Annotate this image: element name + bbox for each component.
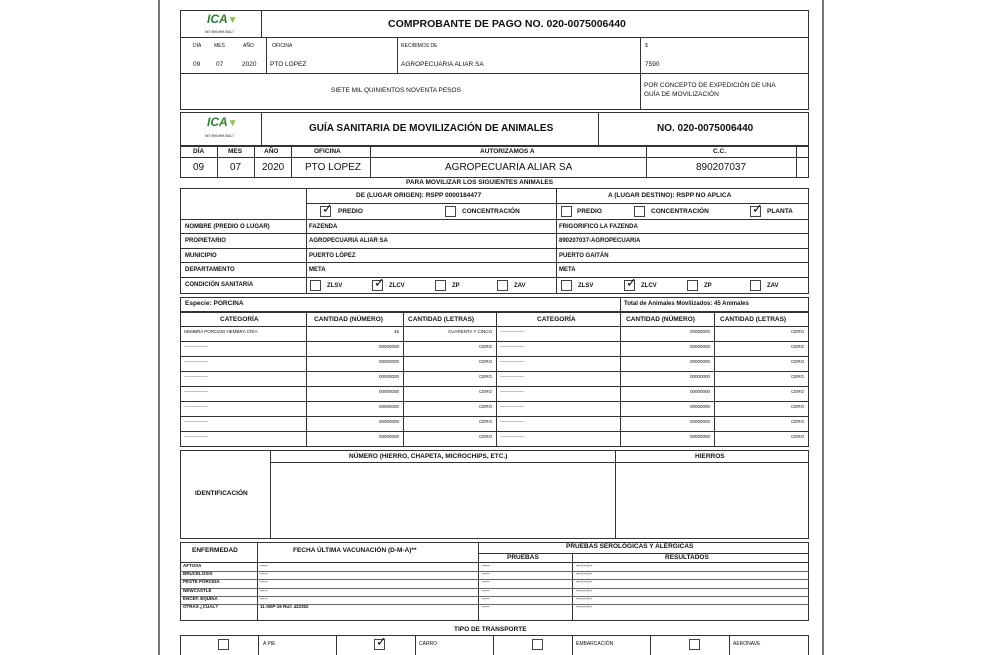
- animal-quantity-letters: CERO: [478, 434, 492, 439]
- animal-quantity-letters: CERO: [478, 389, 492, 394]
- dia-label: DÍA: [193, 43, 202, 49]
- pruebas-subheader: PRUEBAS: [507, 554, 539, 561]
- origin-nombre: FAZENDA: [309, 224, 338, 230]
- animal-quantity-number: 00000000: [378, 359, 399, 364]
- serology-test: -----: [482, 587, 490, 593]
- origin-municipio: PUERTO LÓPEZ: [309, 253, 356, 259]
- animal-quantity-letters: CERO: [478, 359, 492, 364]
- receipt-recibimos: AGROPECUARIA ALIAR SA: [401, 61, 484, 68]
- receipt-amount: 7590: [645, 61, 660, 68]
- receipt-dia: 09: [193, 61, 201, 68]
- guide-oficina: PTO LOPEZ: [305, 162, 361, 173]
- animal-quantity-letters-2: CERO: [790, 344, 804, 349]
- transport-a-pie-checkbox[interactable]: [218, 639, 229, 650]
- serology-result: ---:---:---: [576, 587, 593, 593]
- disease-name: ENCEF. EQUINA: [183, 595, 218, 601]
- row-label-municipio: MUNICIPIO: [185, 253, 217, 259]
- animal-quantity-letters-2: CERO: [790, 404, 804, 409]
- animal-category: ----------------: [184, 389, 208, 394]
- guide-dia-label: DÍA: [193, 148, 205, 155]
- animal-category: ----------------: [184, 374, 208, 379]
- animal-quantity-number-2: 00000000: [689, 404, 710, 409]
- animal-quantity-number-2: 00000000: [689, 389, 710, 394]
- animal-quantity-letters-2: CERO: [790, 329, 804, 334]
- dest-zav-label: ZAV: [767, 283, 779, 289]
- dest-departamento: META: [559, 267, 576, 273]
- oficina-label: OFICINA: [272, 43, 293, 49]
- transport-aeronave-label: AERONAVE: [733, 641, 761, 647]
- guide-mes-label: MES: [228, 148, 243, 155]
- concepto-line-1: POR CONCEPTO DE EXPEDICIÓN DE UNA: [644, 82, 776, 89]
- animal-category: ----------------: [184, 359, 208, 364]
- animal-quantity-number: 00000000: [378, 419, 399, 424]
- animal-category-2: ----------------: [500, 344, 524, 349]
- transport-embarcacion-checkbox[interactable]: [532, 639, 543, 650]
- guide-ano-label: AÑO: [264, 148, 279, 155]
- col-cantidad-letras: CANTIDAD (LETRAS): [408, 316, 475, 323]
- origin-predio-label: PREDIO: [338, 208, 363, 215]
- transport-embarcacion-label: EMBARCACIÓN: [576, 641, 614, 647]
- condition-label: CONDICIÓN SANITARIA: [185, 282, 254, 288]
- animal-quantity-letters-2: CERO: [790, 419, 804, 424]
- animal-quantity-letters-2: CERO: [790, 434, 804, 439]
- nit-text: NIT 899.999.063-7: [205, 30, 235, 34]
- numero-header: NÚMERO (HIERRO, CHAPETA, MICROCHIPS, ETC.): [349, 453, 508, 460]
- ano-label: AÑO: [243, 43, 254, 49]
- vaccination-date: -----: [260, 571, 268, 577]
- guide-cc-label: C.C.: [713, 148, 726, 155]
- origin-zp-checkbox[interactable]: [435, 280, 446, 291]
- col-categoria: CATEGORÍA: [220, 316, 259, 323]
- disease-name: PESTE PORCINA: [183, 579, 220, 585]
- dest-predio-checkbox[interactable]: [561, 206, 572, 217]
- receipt-mes: 07: [216, 61, 224, 68]
- vaccination-date: -----: [260, 595, 268, 601]
- dest-zp-checkbox[interactable]: [687, 280, 698, 291]
- dest-zp-label: ZP: [704, 283, 712, 289]
- animal-category: ----------------: [184, 419, 208, 424]
- animal-quantity-letters-2: CERO: [790, 374, 804, 379]
- origin-zav-checkbox[interactable]: [497, 280, 508, 291]
- origin-zp-label: ZP: [452, 283, 460, 289]
- animal-category-2: ----------------: [500, 419, 524, 424]
- col-cantidad-numero: CANTIDAD (NÚMERO): [314, 316, 383, 323]
- vaccination-date: 11-SEP-19 RUI: 422352: [260, 604, 309, 609]
- animal-quantity-number-2: 00000000: [689, 434, 710, 439]
- receipt-title: COMPROBANTE DE PAGO NO. 020-0075006440: [388, 18, 626, 30]
- health-row-divider: [180, 596, 809, 597]
- guide-title: GUÍA SANITARIA DE MOVILIZACIÓN DE ANIMALES: [309, 123, 554, 134]
- dollar-label: $: [645, 43, 648, 49]
- document-page: [158, 0, 824, 655]
- origin-zlsv-checkbox[interactable]: [310, 280, 321, 291]
- disease-name: NEWCASTLE: [183, 587, 212, 593]
- animal-category-2: ----------------: [500, 329, 524, 334]
- animal-category: ----------------: [184, 344, 208, 349]
- animal-quantity-number-2: 00000000: [689, 419, 710, 424]
- total-animals: Total de Animales Movilizados: 45 Animales: [624, 301, 749, 307]
- disease-name: AFTOSA: [183, 563, 202, 568]
- dest-concentracion-checkbox[interactable]: [634, 206, 645, 217]
- fecha-header: FECHA ÚLTIMA VACUNACIÓN (D-M-A)**: [293, 547, 417, 554]
- animal-quantity-letters-2: CERO: [790, 389, 804, 394]
- animal-category: ----------------: [184, 434, 208, 439]
- transport-carro-label: CARRO: [419, 641, 438, 647]
- species: Especie: PORCINA: [185, 300, 244, 307]
- disease-name: OTRAS ¿CUAL?: [183, 604, 218, 609]
- animal-quantity-letters-2: CERO: [790, 359, 804, 364]
- recibimos-label: RECIBIMOS DE: [401, 43, 438, 49]
- transport-a-pie-label: A PIE: [263, 641, 276, 647]
- serology-result: ---:---:---: [576, 604, 593, 609]
- animal-category: ----------------: [184, 404, 208, 409]
- vaccination-date: -----: [260, 579, 268, 585]
- serology-test: -----: [482, 579, 490, 585]
- animal-quantity-letters: CERO: [478, 419, 492, 424]
- guide-cc: 890207037: [696, 162, 747, 173]
- animal-quantity-number-2: 00000000: [689, 374, 710, 379]
- dest-municipio: PUERTO GAITÁN: [559, 253, 609, 259]
- col-cantidad-letras-2: CANTIDAD (LETRAS): [720, 316, 787, 323]
- origin-zlcv-checkbox[interactable]: [372, 280, 383, 291]
- serology-test: -----: [482, 595, 490, 601]
- vaccination-date: -----: [260, 563, 268, 568]
- receipt-ano: 2020: [242, 61, 257, 68]
- guide-number: NO. 020-0075006440: [657, 123, 754, 134]
- identification-label: IDENTIFICACIÓN: [195, 490, 248, 497]
- origin-zlsv-label: ZLSV: [327, 283, 343, 289]
- origin-concentracion-checkbox[interactable]: [445, 206, 456, 217]
- guide-mes: 07: [230, 162, 242, 173]
- origin-predio-checkbox[interactable]: [320, 206, 331, 217]
- animal-category-2: ----------------: [500, 374, 524, 379]
- row-label-departamento: DEPARTAMENTO: [185, 267, 235, 273]
- dest-concentracion-label: CONCENTRACIÓN: [651, 208, 709, 215]
- animal-quantity-number: 00000000: [378, 434, 399, 439]
- animal-category: HEMBRA PORCINO HEMBRA CRIA: [184, 329, 258, 334]
- dest-zlsv-checkbox[interactable]: [561, 280, 572, 291]
- animal-quantity-number-2: 00000000: [689, 359, 710, 364]
- animal-quantity-number: 00000000: [378, 404, 399, 409]
- hierros-header: HIERROS: [695, 453, 725, 460]
- guide-autorizamos-label: AUTORIZAMOS A: [480, 148, 535, 155]
- dest-zlsv-label: ZLSV: [578, 283, 594, 289]
- animal-quantity-letters: CUARENTA Y CINCO: [447, 329, 492, 334]
- dest-zlcv-label: ZLCV: [641, 283, 657, 289]
- dest-zlcv-checkbox[interactable]: [624, 280, 635, 291]
- row-label-propietario: PROPIETARIO: [185, 238, 226, 244]
- transport-aeronave-checkbox[interactable]: [689, 639, 700, 650]
- col-categoria-2: CATEGORÍA: [537, 316, 576, 323]
- origin-zlcv-label: ZLCV: [389, 283, 405, 289]
- pruebas-header: PRUEBAS SEROLÓGICAS Y ALÉRGICAS: [566, 543, 694, 550]
- animal-quantity-number: 45: [393, 329, 399, 334]
- ica-logo: ICA▼: [207, 115, 238, 129]
- concepto-line-2: GUÍA DE MOVILIZACIÓN: [644, 91, 719, 98]
- resultados-subheader: RESULTADOS: [665, 554, 709, 561]
- health-row-divider: [180, 588, 809, 589]
- serology-test: -----: [482, 604, 490, 609]
- dest-planta-label: PLANTA: [767, 208, 793, 215]
- receipt-oficina: PTO LOPEZ: [270, 61, 307, 68]
- animal-quantity-number-2: 00000000: [689, 329, 710, 334]
- disease-name: BRUCELOSIS: [183, 571, 213, 577]
- dest-planta-checkbox[interactable]: [750, 206, 761, 217]
- origin-concentracion-label: CONCENTRACIÓN: [462, 208, 520, 215]
- row-label-nombre: NOMBRE (PREDIO O LUGAR): [185, 224, 270, 230]
- animal-category-2: ----------------: [500, 434, 524, 439]
- animal-quantity-letters: CERO: [478, 404, 492, 409]
- mes-label: MES: [214, 43, 225, 49]
- guide-autorizamos: AGROPECUARIA ALIAR SA: [445, 162, 573, 173]
- amount-words: SIETE MIL QUINIENTOS NOVENTA PESOS: [331, 87, 461, 94]
- ica-logo: ICA▼: [207, 12, 238, 26]
- animal-category-2: ----------------: [500, 389, 524, 394]
- origin-header: DE (LUGAR ORIGEN): RSPP 0000184477: [356, 192, 482, 199]
- animal-quantity-letters: CERO: [478, 344, 492, 349]
- serology-result: ---:---:---: [576, 595, 593, 601]
- health-row-divider: [180, 579, 809, 580]
- animal-quantity-number-2: 00000000: [689, 344, 710, 349]
- identification-frame: [180, 450, 809, 539]
- guide-ano: 2020: [262, 162, 285, 173]
- serology-result: ---:---:---: [576, 579, 593, 585]
- dest-propietario: 890207037-AGROPECUARIA: [559, 238, 641, 244]
- animal-category-2: ----------------: [500, 404, 524, 409]
- vaccination-date: -----: [260, 587, 268, 593]
- origin-zav-label: ZAV: [514, 283, 526, 289]
- nit-text: NIT 899.999.063-7: [205, 134, 235, 138]
- animal-quantity-letters: CERO: [478, 374, 492, 379]
- col-cantidad-numero-2: CANTIDAD (NÚMERO): [626, 316, 695, 323]
- dest-predio-label: PREDIO: [577, 208, 602, 215]
- health-row-divider: [180, 571, 809, 572]
- dest-header: A (LUGAR DESTINO): RSPP NO APLICA: [608, 192, 732, 199]
- animal-quantity-number: 00000000: [378, 344, 399, 349]
- dest-zav-checkbox[interactable]: [750, 280, 761, 291]
- guide-dia: 09: [193, 162, 205, 173]
- animal-quantity-number: 00000000: [378, 374, 399, 379]
- animal-category-2: ----------------: [500, 359, 524, 364]
- animal-quantity-number: 00000000: [378, 389, 399, 394]
- origin-propietario: AGROPECUARIA ALIAR SA: [309, 238, 388, 244]
- guide-oficina-label: OFICINA: [314, 148, 341, 155]
- serology-test: -----: [482, 563, 490, 568]
- transport-header: TIPO DE TRANSPORTE: [454, 626, 527, 633]
- serology-result: ---:---:---: [576, 563, 593, 568]
- dest-nombre: FRIGORIFICO LA FAZENDA: [559, 224, 638, 230]
- origin-departamento: META: [309, 267, 326, 273]
- movement-header: PARA MOVILIZAR LOS SIGUIENTES ANIMALES: [406, 179, 554, 186]
- serology-result: ---:---:---: [576, 571, 593, 577]
- transport-carro-checkbox[interactable]: [374, 639, 385, 650]
- enfermedad-header: ENFERMEDAD: [192, 547, 238, 554]
- serology-test: -----: [482, 571, 490, 577]
